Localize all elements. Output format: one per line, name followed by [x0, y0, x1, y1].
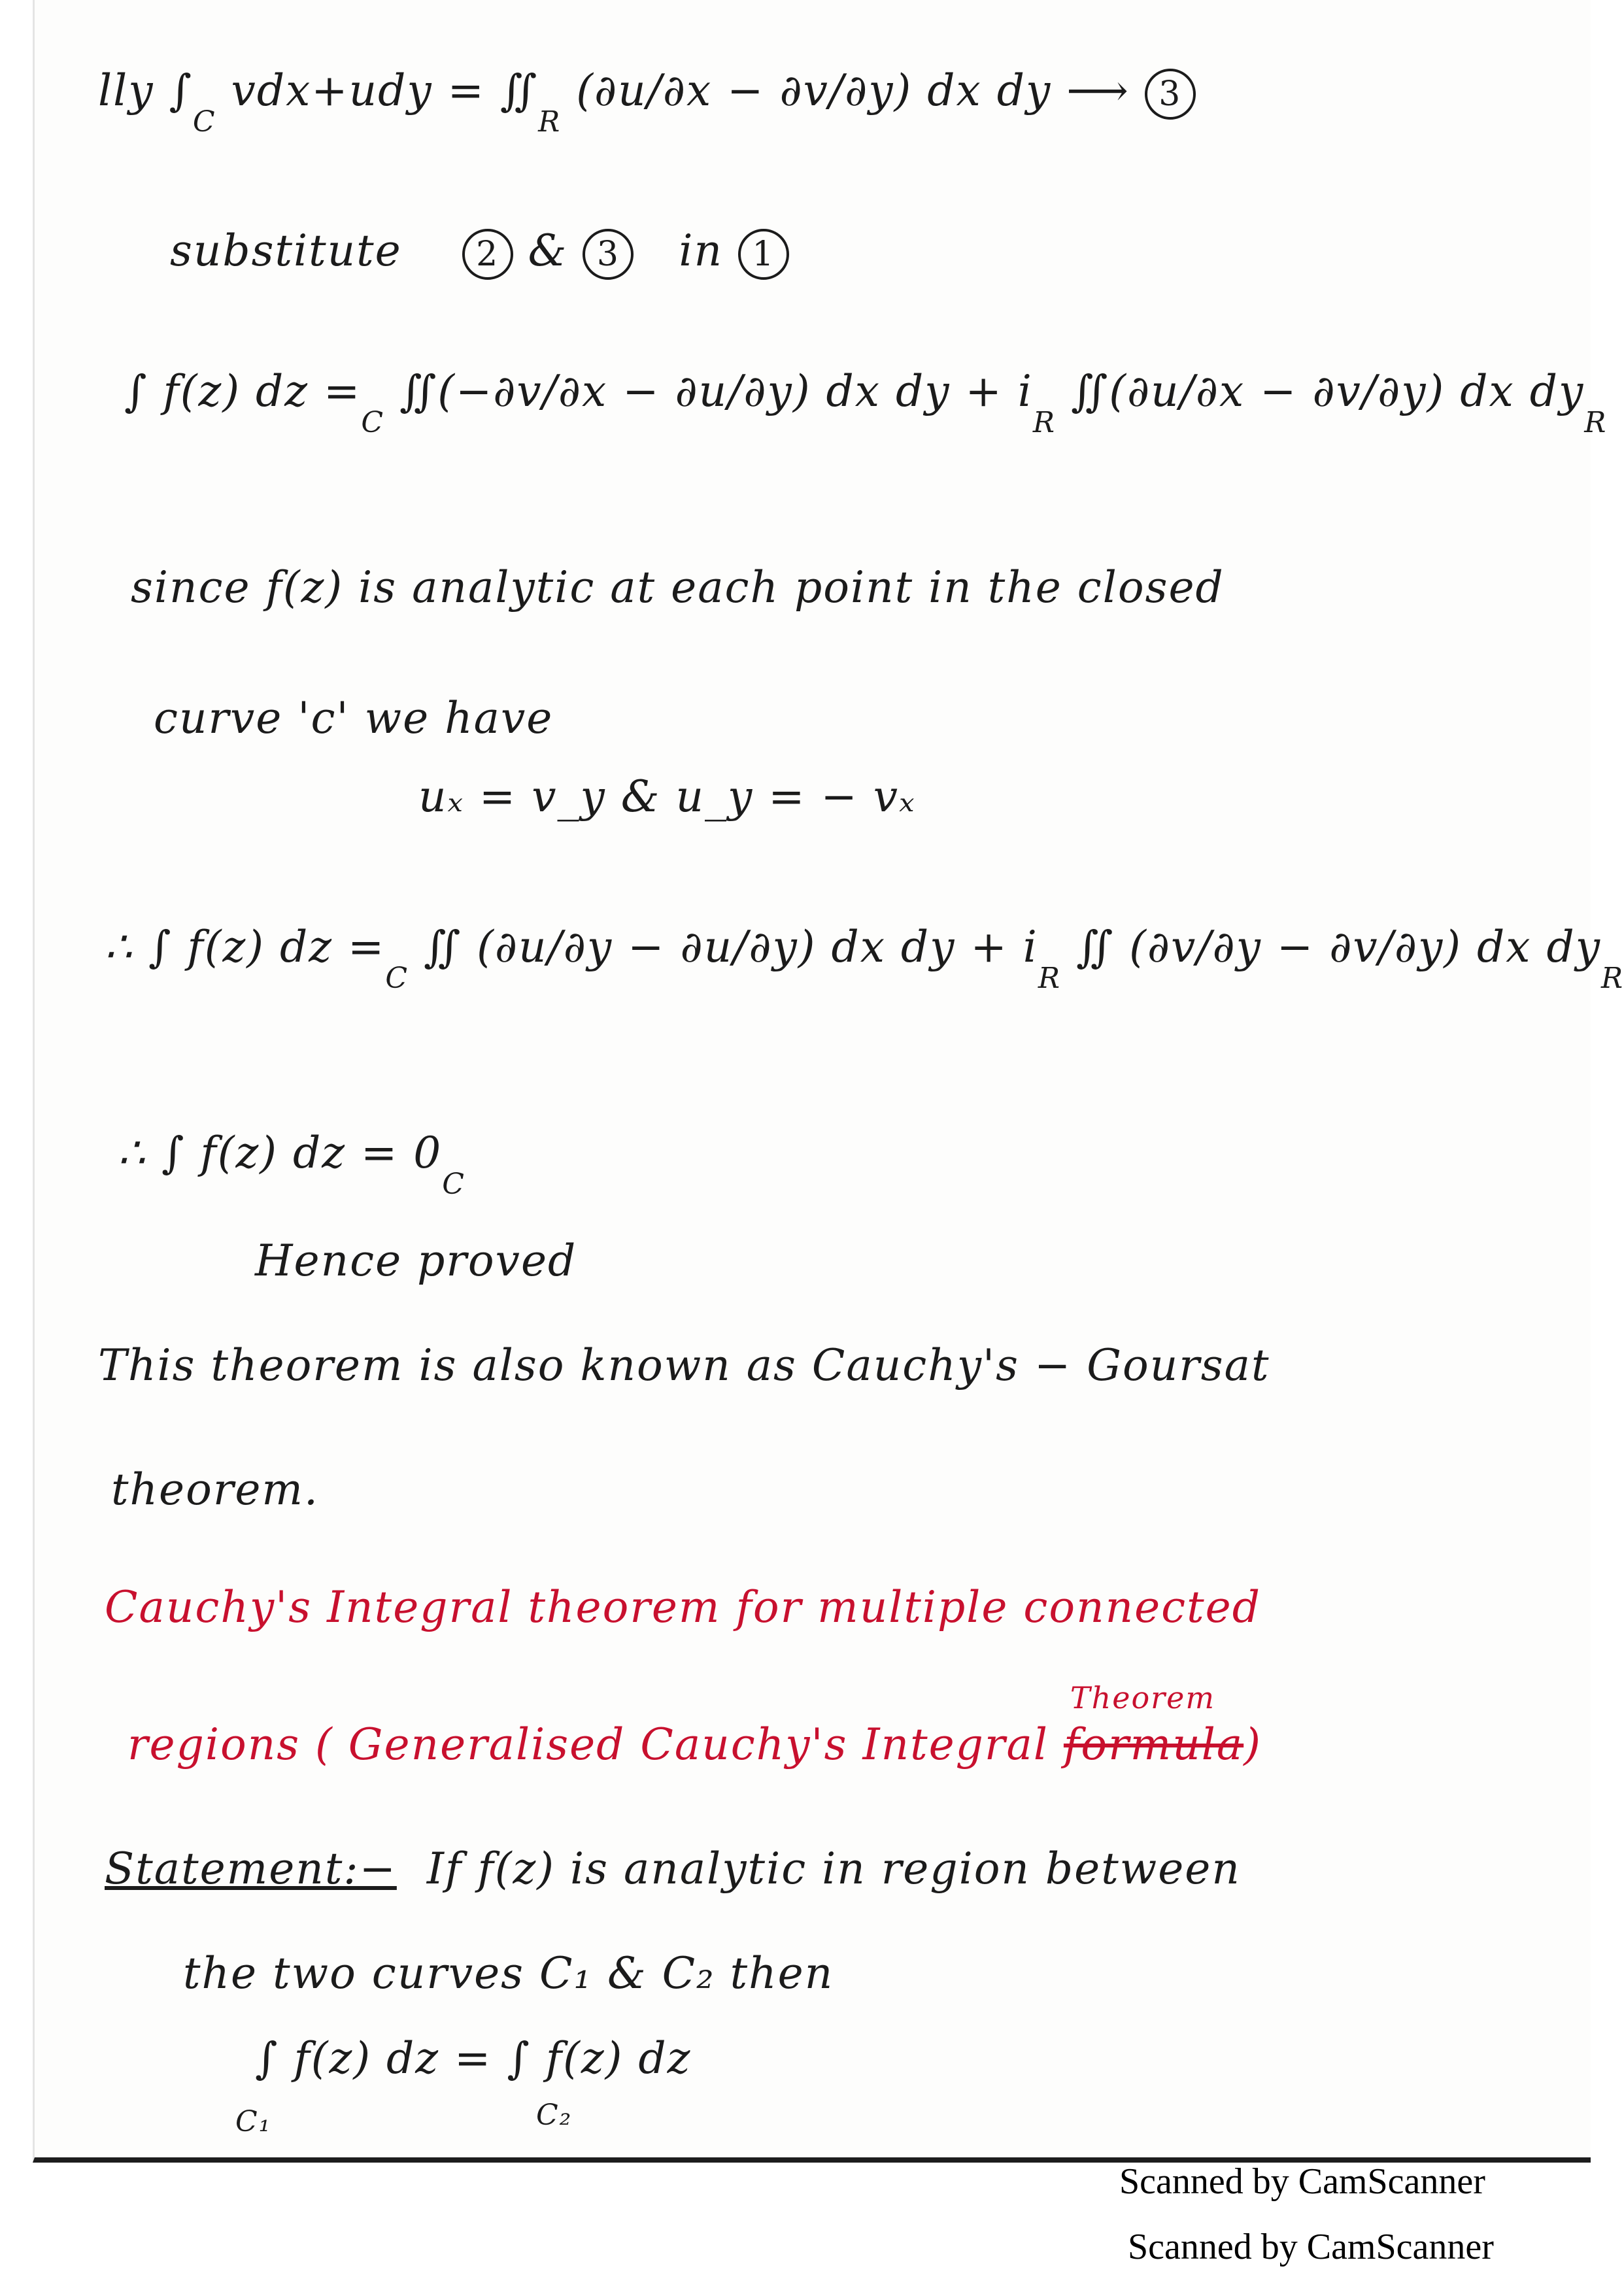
- result-zero: [118, 1128, 465, 1201]
- inserted-word: Theorem: [1070, 1680, 1215, 1715]
- amp: &: [528, 226, 568, 276]
- struck-word: formula: [1063, 1719, 1244, 1770]
- eq2-term-1: ∬ (∂u/∂y − ∂u/∂y) dx dy + i: [423, 922, 1038, 972]
- ref-2: 2: [462, 229, 513, 280]
- text-since: since f(z) is analytic at each point in the closed: [131, 562, 1225, 613]
- heading-multiple-connected: Cauchy's Integral theorem for multiple connected: [105, 1582, 1261, 1632]
- statement: [105, 1844, 1241, 1894]
- equation-substituted: [124, 366, 1608, 439]
- final-equation: [235, 2033, 692, 2138]
- result-text: ∴ ∫ f(z) dz = 0: [118, 1128, 443, 1178]
- eq-term-2: ∬(∂u/∂x − ∂v/∂y) dx dy: [1071, 366, 1585, 416]
- camscanner-watermark-2: Scanned by CamScanner: [1128, 2227, 1494, 2267]
- heading-text: regions ( Generalised Cauchy's Integral: [127, 1719, 1049, 1770]
- scanned-page: [33, 0, 1591, 2163]
- sub-c1: C₁: [235, 2105, 272, 2138]
- equation-cr-substituted: [105, 922, 1624, 995]
- statement-label: Statement:−: [105, 1844, 397, 1894]
- ref-1: 1: [738, 229, 789, 280]
- eq2-lhs: ∴ ∫ f(z) dz =: [105, 922, 386, 972]
- result-sub-c: C: [442, 1168, 465, 1201]
- eq-sub-r1: R: [1032, 406, 1057, 439]
- close-paren: ): [1243, 1719, 1262, 1770]
- eq2-term-2: ∬ (∂v/∂y − ∂v/∂y) dx dy: [1075, 922, 1601, 972]
- hence-proved: Hence proved: [255, 1236, 577, 1286]
- final-eq-text: ∫ f(z) dz = ∫ f(z) dz: [255, 2033, 692, 2083]
- text-theorem: theorem.: [111, 1464, 319, 1515]
- equation-3: [98, 65, 1196, 139]
- eq2-sub-r1: R: [1038, 962, 1061, 995]
- eq-sub-r2: R: [1584, 406, 1608, 439]
- statement-text: If f(z) is analytic in region between: [426, 1844, 1241, 1894]
- eq3-sub-c: C: [192, 105, 216, 139]
- eq3-ref: 3: [1145, 69, 1196, 120]
- eq3-rhs: (∂u/∂x − ∂v/∂y) dx dy ⟶: [576, 65, 1130, 116]
- eq-term-1: ∬(−∂v/∂x − ∂u/∂y) dx dy + i: [399, 366, 1033, 416]
- eq-sub-c: C: [361, 406, 385, 439]
- eq-lhs: ∫ f(z) dz =: [124, 366, 362, 416]
- eq2-sub-r2: R: [1601, 962, 1624, 995]
- heading-generalised: [127, 1680, 1262, 1770]
- text-two-curves: the two curves C₁ & C₂ then: [183, 1948, 834, 1999]
- eq3-lhs: lly ∫: [98, 65, 193, 116]
- ref-3: 3: [583, 229, 634, 280]
- cauchy-riemann: uₓ = v_y & u_y = − vₓ: [418, 771, 916, 822]
- in-text: in: [679, 226, 723, 276]
- substitute-line: [170, 226, 789, 280]
- text-curve: curve 'c' we have: [154, 693, 554, 743]
- struck-word-group: [1063, 1680, 1244, 1770]
- substitute-text: substitute: [170, 226, 402, 276]
- eq3-body: vdx+udy = ∬: [231, 65, 539, 116]
- eq3-sub-r: R: [538, 105, 562, 139]
- camscanner-watermark-1: Scanned by CamScanner: [1119, 2161, 1485, 2202]
- sub-c2: C₂: [536, 2099, 573, 2132]
- eq2-sub-c: C: [385, 962, 409, 995]
- text-also-known: This theorem is also known as Cauchy's − Goursat: [98, 1340, 1270, 1391]
